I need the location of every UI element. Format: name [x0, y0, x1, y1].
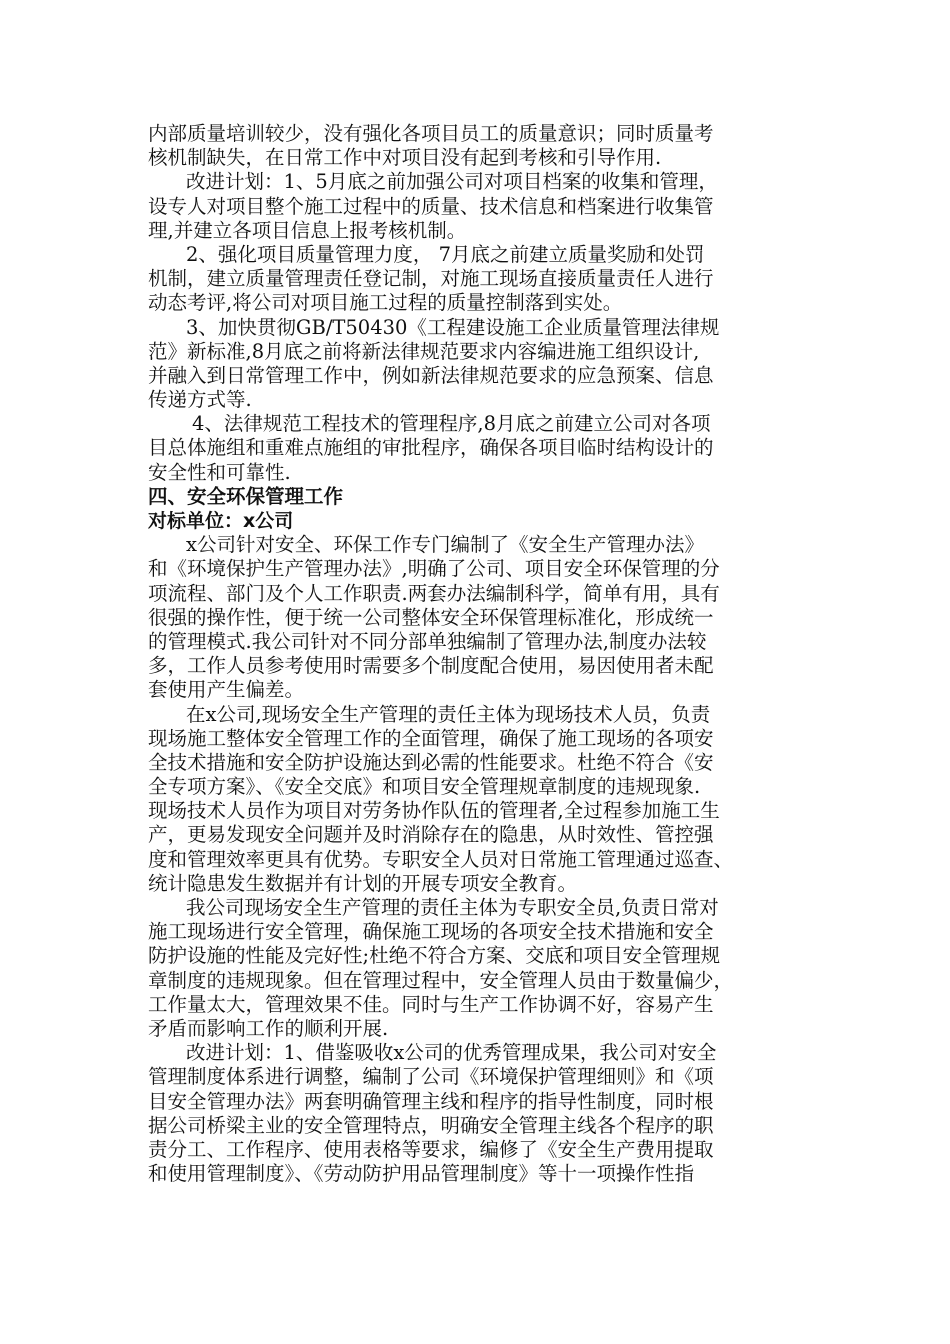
text-line: 内部质量培训较少，没有强化各项目员工的质量意识；同时质量考 [148, 122, 714, 145]
text-line: 改进计划：1、借鉴吸收x公司的优秀管理成果，我公司对安全 [186, 1041, 717, 1065]
text-line: 度和管理效率更具有优势。专职安全人员对日常施工管理通过巡查、 [148, 847, 734, 871]
text-line: 2、强化项目质量管理力度， 7月底之前建立质量奖励和处罚 [186, 242, 705, 266]
text-line: 施工现场进行安全管理，确保施工现场的各项安全技术措施和安全 [148, 920, 714, 944]
section-heading: 四、安全环保管理工作 [148, 484, 344, 508]
text-line: 在x公司,现场安全生产管理的责任主体为现场技术人员，负责 [186, 702, 711, 726]
text-line: 传递方式等. [148, 388, 252, 412]
text-line: 全专项方案》、《安全交底》和项目安全管理规章制度的违规现象. [148, 775, 701, 799]
text-line: 和《环境保护生产管理办法》,明确了公司、项目安全环保管理的分 [148, 557, 720, 581]
text-line: 并融入到日常管理工作中，例如新法律规范要求的应急预案、信息 [148, 363, 714, 387]
document-body [148, 122, 814, 1186]
text-line: 责分工、工作程序、使用表格等要求，编修了《安全生产费用提取 [148, 1137, 714, 1161]
text-line: 矛盾而影响工作的顺利开展. [148, 1016, 389, 1040]
text-line: 理,并建立各项目信息上报考核机制。 [148, 218, 467, 242]
text-line: 的管理模式.我公司针对不同分部单独编制了管理办法,制度办法较 [148, 629, 707, 653]
text-line: 我公司现场安全生产管理的责任主体为专职安全员,负责日常对 [186, 896, 719, 919]
text-line: 项流程、部门及个人工作职责.两套办法编制科学，简单有用，具有 [148, 581, 720, 605]
text-line: 目安全管理办法》两套明确管理主线和程序的指导性制度，同时根 [148, 1089, 714, 1113]
text-line: 防护设施的性能及完好性;杜绝不符合方案、交底和项目安全管理规 [148, 944, 721, 968]
text-line: 设专人对项目整个施工过程中的质量、技术信息和档案进行收集管 [148, 194, 714, 218]
text-line: 核机制缺失，在日常工作中对项目没有起到考核和引导作用. [148, 146, 662, 170]
section-subheading: 对标单位：x公司 [148, 510, 294, 532]
text-line: 工作量太大，管理效果不佳。同时与生产工作协调不好，容易产生 [148, 992, 714, 1016]
text-line: 产，更易发现安全问题并及时消除存在的隐患，从时效性、管控强 [148, 823, 714, 847]
text-line: 机制，建立质量管理责任登记制，对施工现场直接质量责任人进行 [148, 267, 714, 291]
text-line: 套使用产生偏差。 [148, 678, 305, 702]
text-line: 统计隐患发生数据并有计划的开展专项安全教育。 [148, 871, 578, 895]
text-line: 范》新标准,8月底之前将新法律规范要求内容编进施工组织设计, [148, 339, 700, 363]
text-line: 多，工作人员参考使用时需要多个制度配合使用，易因使用者未配 [148, 654, 714, 678]
text-line: 安全性和可靠性. [148, 460, 291, 484]
text-line: x公司针对安全、环保工作专门编制了《安全生产管理办法》 [186, 533, 704, 557]
text-line: 改进计划：1、5月底之前加强公司对项目档案的收集和管理， [186, 170, 718, 194]
text-line: 很强的操作性，便于统一公司整体安全环保管理标准化，形成统一 [148, 605, 714, 629]
text-line: 4、法律规范工程技术的管理程序,8月底之前建立公司对各项 [192, 412, 711, 436]
text-line: 目总体施组和重难点施组的审批程序，确保各项目临时结构设计的 [148, 436, 714, 460]
text-line: 管理制度体系进行调整，编制了公司《环境保护管理细则》和《项 [148, 1065, 714, 1089]
text-line: 动态考评,将公司对项目施工过程的质量控制落到实处。 [148, 291, 623, 315]
text-line: 现场技术人员作为项目对劳务协作队伍的管理者,全过程参加施工生 [148, 799, 720, 823]
text-line: 现场施工整体安全管理工作的全面管理，确保了施工现场的各项安 [148, 726, 714, 750]
text-line: 3、加快贯彻GB/T50430《工程建设施工企业质量管理法律规 [186, 315, 720, 339]
text-line: 据公司桥梁主业的安全管理特点，明确安全管理主线各个程序的职 [148, 1113, 714, 1137]
text-line: 全技术措施和安全防护设施达到必需的性能要求。杜绝不符合《安 [148, 750, 714, 774]
text-line: 和使用管理制度》、《劳动防护用品管理制度》等十一项操作性指 [148, 1162, 695, 1186]
text-line: 章制度的违规现象。但在管理过程中，安全管理人员由于数量偏少， [148, 968, 734, 992]
